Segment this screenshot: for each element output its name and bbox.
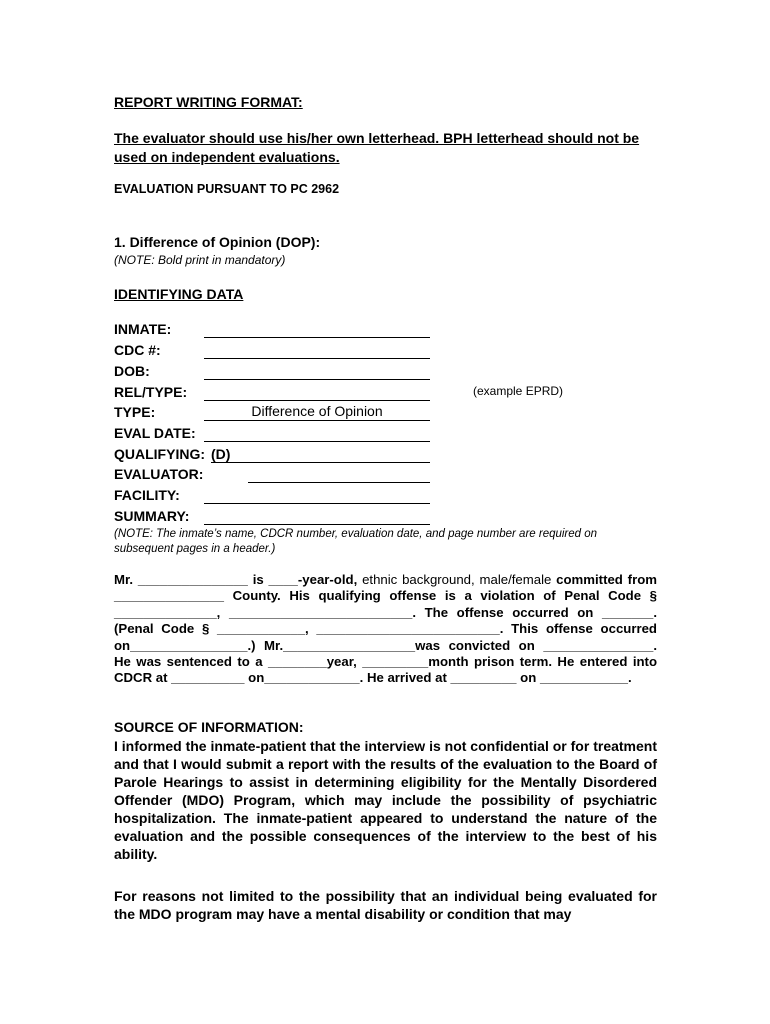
facility-label: FACILITY: xyxy=(114,487,180,503)
inmate-field-line[interactable] xyxy=(204,337,430,338)
cdc-label: CDC #: xyxy=(114,342,161,358)
type-label: TYPE: xyxy=(114,404,156,420)
offense-paragraph xyxy=(114,572,657,687)
offense-paragraph-part-a: Mr. _______________ is ____-year-old, xyxy=(114,572,358,587)
dob-field-line[interactable] xyxy=(204,379,430,380)
type-field-line[interactable] xyxy=(204,420,430,421)
rel-type-field-line[interactable] xyxy=(204,400,430,401)
qualifying-field-line[interactable] xyxy=(211,462,430,463)
reasons-paragraph: For reasons not limited to the possibility that an individual being evaluated for the MDO program may have a mental disability or condition that may xyxy=(114,888,657,922)
cdc-field-line[interactable] xyxy=(204,358,430,359)
rel-type-label: REL/TYPE: xyxy=(114,384,188,400)
identifying-data-heading: IDENTIFYING DATA xyxy=(114,286,244,302)
qualifying-label: QUALIFYING: xyxy=(114,446,205,462)
qualifying-value: (D) xyxy=(211,446,231,462)
inmate-label: INMATE: xyxy=(114,321,172,337)
report-format-heading: REPORT WRITING FORMAT: xyxy=(114,94,303,110)
offense-paragraph-part-b: ethnic background, male/female xyxy=(357,572,557,587)
header-note: (NOTE: The inmate’s name, CDCR number, evaluation date, and page number are required on subsequent pages in a header.) xyxy=(114,528,598,555)
summary-field-line[interactable] xyxy=(204,524,430,525)
evaluation-title: EVALUATION PURSUANT TO PC 2962 xyxy=(114,182,340,196)
dob-label: DOB: xyxy=(114,363,150,379)
summary-label: SUMMARY: xyxy=(114,508,190,524)
rel-type-example: (example EPRD) xyxy=(473,384,564,398)
source-paragraph: I informed the inmate-patient that the interview is not confidential or for treatment and that I would submit a report with the results of the evaluation to the Board of Parole Hearings to assist in determining eligibility for the Mentally Disordered Offender (MDO) Program, which may include the possibility of psychiatric hospitalization. The inmate-patient appeared to understand the nature of the evaluation and the possible consequences of the interview to the best of his ability. xyxy=(114,738,657,862)
letterhead-note: The evaluator should use his/her own letterhead. BPH letterhead should not be used on independent evaluations. xyxy=(114,130,640,165)
source-heading: SOURCE OF INFORMATION: xyxy=(114,719,304,735)
facility-field-line[interactable] xyxy=(204,503,430,504)
offense-paragraph-part-c: committed from _______________ County. His qualifying offense is a violation of Penal Code § ______________, _________________________. The offense occurred on _______. (Penal Code § ____________, _________________________. This offense occurred on________________.) Mr.__________________was convicted on _______________. He was sentenced to a ________year, _________month prison term. He entered into CDCR at __________ on_____________. He arrived at _________ on ____________. xyxy=(114,572,657,686)
eval-date-label: EVAL DATE: xyxy=(114,425,196,441)
eval-date-field-line[interactable] xyxy=(204,441,430,442)
type-value: Difference of Opinion xyxy=(251,403,383,419)
section-dop-title: 1. Difference of Opinion (DOP): xyxy=(114,234,321,250)
evaluator-field-line[interactable] xyxy=(248,482,430,483)
bold-print-note: (NOTE: Bold print in mandatory) xyxy=(114,253,286,267)
evaluator-label: EVALUATOR: xyxy=(114,466,204,482)
